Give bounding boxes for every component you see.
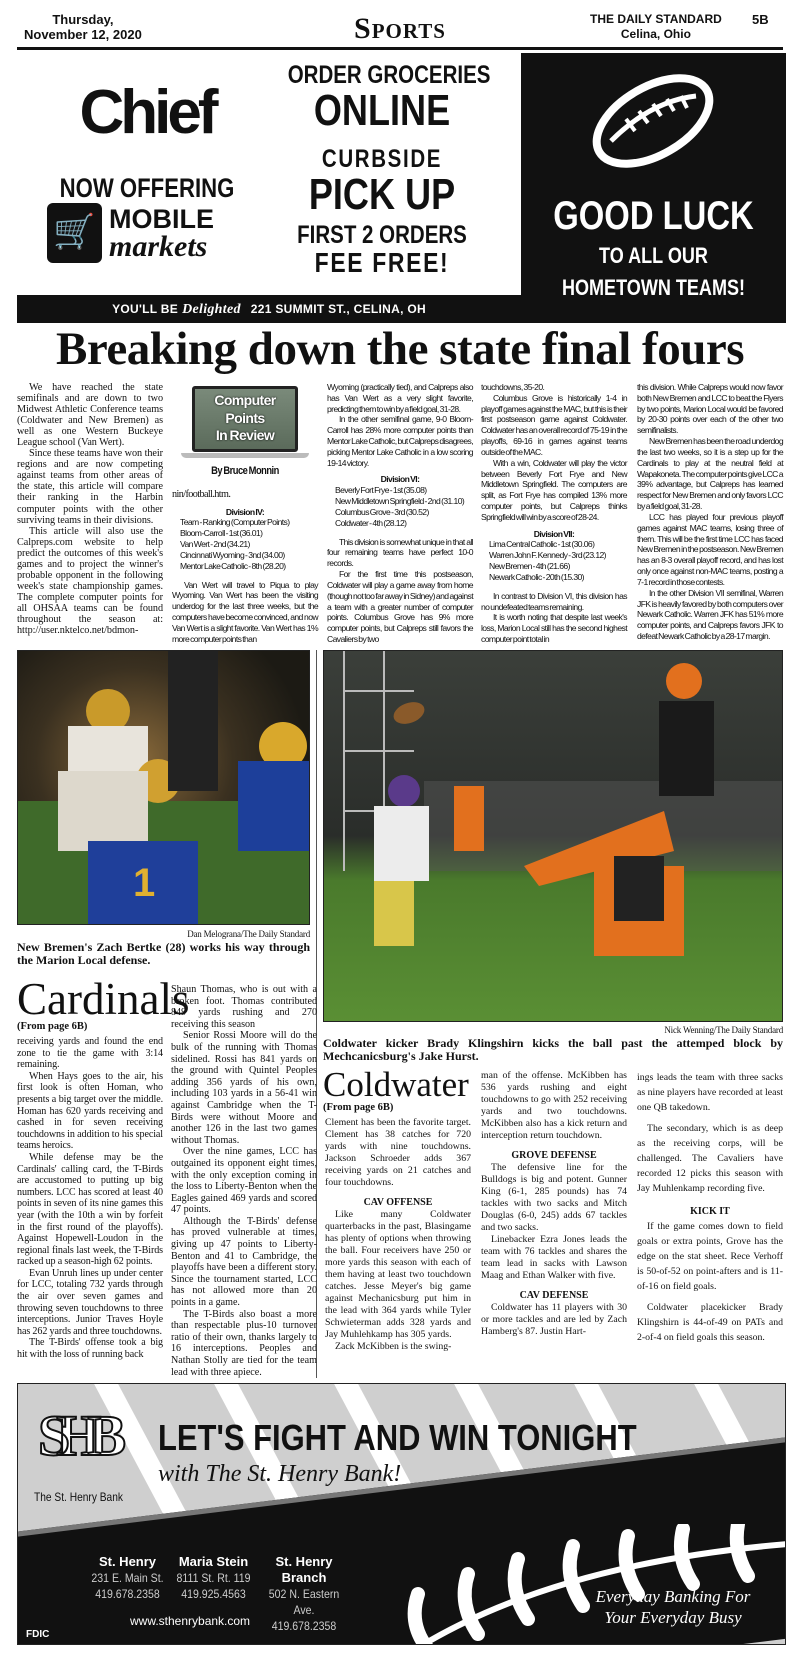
shopping-cart-icon: 🛒 [47, 203, 102, 263]
chief-address-bar [17, 295, 521, 323]
header-rule [17, 47, 783, 50]
photo-credit: Nick Wenning/The Daily Standard [664, 1025, 783, 1035]
from-page: (From page 6B) [17, 1021, 88, 1032]
paragraph: Zack McKibben is the swing- [335, 1341, 452, 1352]
ranking-item: Coldwater - 4th (28.12) [335, 517, 407, 528]
branch-maria-stein [166, 1554, 261, 1602]
ranking-item: Warren John F. Kennedy - 3rd (23.12) [489, 550, 606, 561]
date: November 12, 2020 [24, 27, 142, 42]
paragraph: New Bremen has been the road underdog the last two weeks, so it is a step up for the Cardinals to play at the neutral field at Wapakoneta. The computer points give LCC a 39% advantage, but Calpreps has learned respect for New Bremen and only favors LCC by a field goal, 31-28. [637, 436, 783, 512]
branch-address: 231 E. Main St. [91, 1571, 164, 1585]
paragraph: Van Wert will travel to Piqua to play Wyoming. Van Wert has been the visiting underdog for the last three weeks, but the computers have become convinced, and now Van Wert is a slight favorite. Van Wert has 1% more computer points than [172, 579, 318, 644]
ranking-item: Team - Ranking (Computer Points) [180, 517, 290, 528]
paragraph: With a win, Coldwater will play the victor between Beverly Fort Frye and New Middletown Springfield. The computers are split, as Fort Frye has compiled 13% more computer points, but Calpreps thinks Springfield will win by a score of 28-24. [481, 457, 627, 522]
paragraph: touchdowns, 35-20. [481, 382, 545, 392]
subhead: CAV OFFENSE [363, 1197, 433, 1208]
pick-up: PICK UP [308, 170, 456, 219]
paragraph: Evan Unruh lines up under center for LCC, totaling 732 yards through the air over seven games and throwing seven touchdowns to three interceptions. Junior Traves Hoyle has 262 yards and three touchdowns. [17, 1267, 163, 1337]
branch-phone: 419.678.2358 [95, 1587, 160, 1601]
order-groceries: ORDER GROCERIES [287, 61, 491, 89]
branch-phone: 419.925.4563 [181, 1587, 246, 1601]
ranking-item: Columbus Grove - 3rd (30.52) [335, 506, 429, 517]
article-headline: Breaking down the state final fours [56, 323, 744, 375]
paragraph: We have reached the state semifinals and are down to two Midwest Athletic Conference teams (Coldwater and New Bremen) as well as one Western Buckeye League school (Van Wert). [17, 382, 163, 449]
ranking-item: Van Wert - 2nd (34.21) [180, 539, 250, 550]
ranking-item: Cincinnati Wyoming - 3nd (34.00) [180, 549, 285, 560]
paragraph: While defense may be the Cardinals' calling card, the T-Birds are accustomed to putting up big numbers. LCC has scored at least 40 points in seven of its nine games this year (with the 10th a win by forfeit in the first round of the playoffs). Against Hopewell-Loudon in the regional finals last week, the T-Birds racked up a season-high 62 points. [17, 1151, 163, 1268]
day: Thursday, [52, 12, 114, 27]
box-title-line: Computer [214, 392, 276, 408]
good-luck: GOOD LUCK [553, 194, 754, 238]
paragraph: Although the T-Birds' defense has proved vulnerable at times, giving up 47 points to Liberty-Benton and 41 to Cambridge, the playoffs have been a different story. Since the tournament started, LCC has not allowed more than 20 points in a game. [171, 1215, 317, 1309]
chief-ad-panel [17, 53, 521, 295]
subhead: Division IV: [225, 506, 265, 517]
kicker-image [324, 651, 783, 1022]
paragraph: Senior Rossi Moore will do the bulk of the running with Thomas sidelined. Rossi has 841 yards on the ground with Quintel Peoples adding 356 yards of his own, including 103 yards in a 56-41 win against Cambridge when the T-Birds were without Moore and another 126 in the last two games without Thomas. [171, 1030, 317, 1146]
football-players-image [18, 651, 310, 925]
photo-new-bremen-football [17, 650, 310, 925]
coldwater-column-2 [481, 1070, 627, 1338]
photo-caption: Coldwater kicker Brady Klingshirn kicks the ball past the attemped block by Mechcanicsburg's Jake Hurst. [323, 1036, 783, 1063]
ranking-item: Bloom-Carroll - 1st (36.01) [180, 528, 263, 539]
paragraph: Columbus Grove is historically 1-4 in playoff games against the MAC, but this is their first postseason game against Coldwater. Coldwater has an overall record of 75-19 in the playoffs, 69-16 in games against teams outside of the MAC. [481, 392, 627, 457]
article-column-2 [172, 382, 318, 645]
from-page: (From page 6B) [323, 1102, 394, 1113]
spacer [481, 583, 627, 591]
paragraph: In the other semifinal game, 9-0 Bloom-Carroll has 28% more computer points than Mentor Lake Catholic, but Calpreps disagrees, picking Mentor Lake Catholic in a low scoring 19-14 victory. [327, 414, 473, 468]
delighted: Delighted [182, 302, 241, 317]
paragraph: For the first time this postseason, Coldwater will play a game away from home (though not too far away in Sidney) and against a team with a greater number of computer points. Columbus Grove has 9% more computer points, but Calpreps still favors the Cavaliers by two [327, 569, 473, 645]
paragraph: Shaun Thomas, who is out with a broken foot. Thomas contributed 849 yards rushing and 270 receiving this season [171, 984, 317, 1030]
paragraph: Like many Coldwater quarterbacks in the past, Blasingame has plenty of options when throwing the ball. Four receivers have 250 or more yards this season with each of them having at least two touchdown catches. Jesse Meyer's big game against Mechanicsburg put him in the lead with 364 yards while Tyler Schwieterman adds 328 yards and Jay Muhlehkamp has 305 yards. [325, 1209, 471, 1340]
photo-credit: Dan Melograna/The Daily Standard [187, 929, 310, 939]
paragraph: nin/football.htm. [172, 489, 231, 500]
store-address: 221 SUMMIT ST., CELINA, OH [250, 302, 426, 316]
youll-be: YOU'LL BE [112, 302, 179, 316]
cardinals-column-1 [17, 1036, 163, 1361]
paragraph: If the game comes down to field goals or extra points, Grove has the edge on the stat sheet. Rece Verhoff is 50-of-52 on point-afters and is 11-of-16 on field goals. [637, 1221, 783, 1292]
page-number: 5B [752, 12, 769, 27]
paragraph: The defensive line for the Bulldogs is big and potent. Gunner King (6-1, 285 pounds) has 74 tackles with two sacks and Mitch Douglas (6-0, 245) adds 67 tackles and two sacks. [481, 1162, 627, 1233]
good-luck-panel [521, 53, 786, 323]
paragraph: this division. While Calpreps would now favor both New Bremen and LCC to beat the Flyers by two points, Marion Local would be favored by 20-30 points over each of the other two semifinalists. [637, 382, 783, 436]
markets-text: markets [109, 230, 208, 263]
ranking-item: Newark Catholic - 20th (15.30) [489, 571, 584, 582]
masthead [590, 12, 722, 42]
branch-address: 8111 St. Rt. 119 [176, 1571, 251, 1585]
football-icon [571, 71, 736, 171]
bank-name: The St. Henry Bank [34, 1490, 124, 1504]
first-orders: FIRST 2 ORDERS [297, 221, 467, 249]
paragraph: In the other Division VII semifinal, Warren JFK is heavily favored by both computers over Newark Catholic. Warren JFK has 51% more computer points, and Calpreps favors JFK to defeat Newark Catholic by a 28-17 margin. [637, 587, 783, 642]
bank-tagline [573, 1586, 773, 1628]
city: Celina, Ohio [620, 27, 691, 41]
grocery-offer [267, 61, 497, 277]
paragraph: It is worth noting that despite last week's loss, Marion Local still has the second highest computer point total in [481, 612, 627, 645]
photo-coldwater-kicker [323, 650, 783, 1022]
branch-name: St. Henry [98, 1554, 157, 1569]
ranking-item: Lima Central Catholic - 1st (30.06) [489, 539, 595, 550]
paragraph: This article will also use the Calpreps.com website to help predict the outcomes of this week's games and to project the winner's probable opponent in the following week's state championship games. The complete computer points for all OHSAA teams can be found throughout the season at: http://user.nktelco.net/bdmon- [17, 525, 163, 637]
svg-text:1: 1 [133, 861, 156, 905]
paragraph: Coldwater placekicker Brady Klingshirn is 44-of-49 on PATs and 2-of-4 on field goals this season. [637, 1302, 783, 1343]
subhead: Division VI: [380, 474, 420, 485]
curbside: CURBSIDE [321, 145, 443, 173]
paragraph: ings leads the team with three sacks as nine players have recorded at least one QB takedown. [637, 1072, 783, 1113]
tagline-line-2: Your Everyday Busy [604, 1608, 742, 1627]
st-henry-bank-advertisement [17, 1383, 786, 1645]
byline: By Bruce Monnin [211, 465, 279, 477]
paragraph: The secondary, which is as deep as the receiving corps, will be challenged. The Cavaliers have recorded 12 picks this season with Jay Muhlenkamp recording five. [637, 1123, 783, 1194]
computer-points-logo [172, 386, 318, 490]
tagline-line-1: Everyday Banking For [595, 1587, 751, 1606]
article-column-1 [17, 382, 163, 636]
ranking-item: New Bremen - 4th (21.66) [489, 561, 570, 572]
now-offering: NOW OFFERING [59, 173, 235, 203]
paragraph: This division is somewhat unique in that all four remaining teams have perfect 10-0 records. [327, 536, 473, 569]
bank-website-link[interactable]: www.sthenrybank.com [130, 1614, 251, 1628]
paragraph: LCC has played four previous playoff games against MAC teams, losing three of them. This will be the first time LCC has faced New Bremen in the postseason. New Bremen has an 8-3 overall playoff record, and has lost only once against non-MAC teams, posting a 7-1 record in those contests. [637, 511, 783, 587]
subhead: Division VII: [533, 528, 575, 539]
spacer [327, 529, 473, 537]
branch-name: Maria Stein [178, 1554, 249, 1569]
paragraph: Coldwater has 11 players with 30 or more tackles and are led by Zach Hamberg's 87. Justin Hart- [481, 1302, 627, 1337]
laptop-icon [192, 386, 298, 452]
paragraph: Since these teams have won their regions and are now competing against teams from other areas of the state, this article will compare their ranking in the Harbin computer points with the other surviving teams in their divisions. [17, 448, 163, 526]
hometown-teams: HOMETOWN TEAMS! [561, 275, 746, 300]
paragraph: The T-Birds' offense took a big hit with the loss of running back [17, 1337, 163, 1361]
paragraph: Linebacker Ezra Jones leads the team with 76 tackles and shares the team lead in sacks with Lawson Maag and Ethan Walker with five. [481, 1234, 627, 1281]
shb-logo: SHB [38, 1403, 113, 1468]
mobile-text: MOBILE [109, 204, 214, 234]
subhead: KICK IT [690, 1206, 730, 1217]
section-title: Sports [354, 12, 446, 45]
coldwater-column-3 [637, 1070, 783, 1351]
paragraph: man of the offense. McKibben has 536 yards rushing and eight touchdowns to go with 252 receiving yards and two touchdowns. McKibben also has a kick return and interception return touchdown. [481, 1070, 627, 1141]
subhead: GROVE DEFENSE [511, 1150, 597, 1161]
bank-headline: LET'S FIGHT AND WIN TONIGHT [158, 1417, 637, 1458]
bank-subheadline: with The St. Henry Bank! [158, 1461, 402, 1487]
box-title-line: Points [225, 409, 265, 426]
paragraph: Clement has been the favorite target. Clement has 38 catches for 720 yards with nine touchdowns. Jackson Schroeder adds 367 receiving yards on 21 catches and four touchdowns. [325, 1117, 471, 1188]
cardinals-jump-head: Cardinals [17, 974, 190, 1024]
paper-name: THE DAILY STANDARD [590, 12, 722, 26]
ranking-item: New Middletown Springfield - 2nd (31.10) [335, 496, 465, 507]
fdic-logo: FDIC [26, 1629, 50, 1640]
branch-name: St. Henry Branch [275, 1554, 333, 1585]
paragraph: Over the nine games, LCC has outgained its opponent eight times, with the only exception coming in the loss to Liberty-Benton when the Eagles gained 469 yards and scored 47 points. [171, 1146, 317, 1216]
mobile-markets-logo [47, 203, 257, 273]
chief-logo: Chief [79, 78, 215, 147]
ranking-item: Beverly Fort Frye - 1st (35.08) [335, 485, 427, 496]
chief-advertisement [17, 53, 786, 323]
box-title-line: In Review [215, 427, 275, 444]
paragraph: When Hays goes to the air, his first look is often Homan, who presents a big target over the middle. Homan has 620 yards receiving and cashed in for seven receiving touchdowns in addition to his special teams heroics. [17, 1070, 163, 1152]
branch-address: 502 N. Eastern Ave. [268, 1587, 340, 1617]
ranking-item: Mentor Lake Catholic - 8th (28.20) [180, 560, 286, 571]
branch-st-henry [80, 1554, 175, 1602]
coldwater-jump-head: Coldwater [323, 1065, 469, 1104]
article-column-5 [637, 382, 783, 642]
paragraph: receiving yards and found the end zone to tie the game with 3:14 remaining. [17, 1036, 163, 1071]
coldwater-column-1 [325, 1117, 471, 1353]
paragraph: The T-Birds also boast a more than respectable plus-10 turnover ratio of their own, thanks largely to 16 interceptions. Peoples and Nathan Stolly are tied for the team lead with three apiece. [171, 1308, 317, 1378]
article-column-3 [327, 382, 473, 645]
cardinals-column-2 [171, 984, 317, 1378]
to-all-our: TO ALL OUR [599, 243, 708, 268]
branch-st-henry-branch [254, 1554, 354, 1634]
branch-phone: 419.678.2358 [271, 1619, 337, 1633]
paragraph: In contrast to Division VI, this division has no undefeated teams remaining. [481, 590, 627, 612]
online: ONLINE [313, 86, 451, 135]
photo-caption: New Bremen's Zach Bertke (28) works his way through the Marion Local defense. [17, 940, 310, 967]
fee-free: FEE FREE! [314, 247, 450, 278]
spacer [172, 572, 318, 580]
paragraph: Wyoming (practically tied), and Calpreps also has Van Wert as a very slight favorite, predicting them to win by a field goal, 31-28. [327, 382, 473, 414]
article-column-4 [481, 382, 627, 645]
subhead: CAV DEFENSE [519, 1290, 589, 1301]
